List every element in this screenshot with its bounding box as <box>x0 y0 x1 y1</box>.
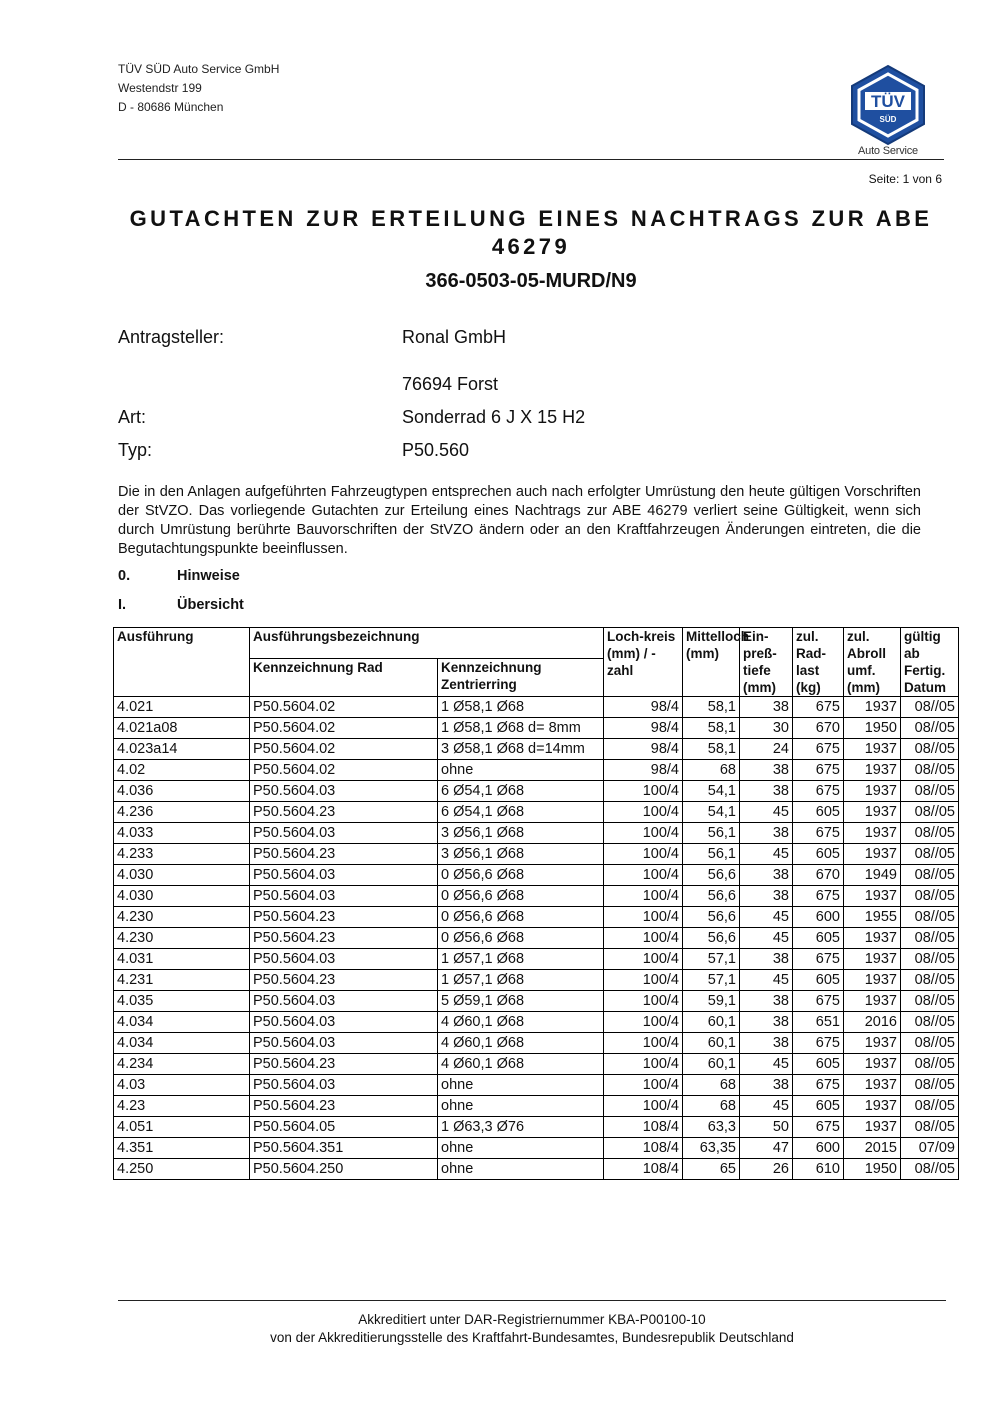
cell-abrollumfang: 1937 <box>844 802 901 823</box>
cell-kenn-rad: P50.5604.02 <box>250 718 438 739</box>
cell-abrollumfang: 1937 <box>844 1096 901 1117</box>
cell-kenn-rad: P50.5604.03 <box>250 1075 438 1096</box>
typ-label: Typ: <box>118 440 153 460</box>
header-kenn-rad: Kennzeichnung Rad <box>250 659 438 697</box>
section-number: 0. <box>118 568 131 584</box>
cell-radlast: 675 <box>793 1033 844 1054</box>
cell-gueltig: 08//05 <box>901 739 959 760</box>
cell-ausfuehrung: 4.030 <box>114 865 250 886</box>
table-row <box>114 1096 959 1117</box>
cell-abrollumfang: 1937 <box>844 970 901 991</box>
cell-radlast: 675 <box>793 739 844 760</box>
cell-radlast: 610 <box>793 1159 844 1180</box>
cell-einpresstiefe: 45 <box>740 844 793 865</box>
cell-radlast: 675 <box>793 1117 844 1138</box>
document-title: GUTACHTEN ZUR ERTEILUNG EINES NACHTRAGS ZUR ABE 46279 <box>129 206 933 259</box>
cell-radlast: 675 <box>793 991 844 1012</box>
table-row <box>114 991 959 1012</box>
cell-einpresstiefe: 38 <box>740 1033 793 1054</box>
cell-abrollumfang: 1937 <box>844 1075 901 1096</box>
cell-einpresstiefe: 45 <box>740 907 793 928</box>
cell-kenn-zentrierring: ohne <box>438 1159 604 1180</box>
cell-kenn-zentrierring: 0 Ø56,6 Ø68 <box>438 886 604 907</box>
cell-einpresstiefe: 26 <box>740 1159 793 1180</box>
logo-text-top: TÜV <box>871 92 905 111</box>
cell-lochkreis: 100/4 <box>604 886 683 907</box>
table-row <box>114 949 959 970</box>
cell-mittelloch: 56,6 <box>683 886 740 907</box>
cell-lochkreis: 100/4 <box>604 928 683 949</box>
address-line: Westendstr 199 <box>118 81 202 95</box>
cell-mittelloch: 68 <box>683 760 740 781</box>
cell-einpresstiefe: 38 <box>740 697 793 718</box>
typ-value: P50.560 <box>402 440 470 460</box>
cell-ausfuehrung: 4.021a08 <box>114 718 250 739</box>
cell-kenn-zentrierring: 4 Ø60,1 Ø68 <box>438 1012 604 1033</box>
cell-kenn-rad: P50.5604.03 <box>250 886 438 907</box>
cell-kenn-zentrierring: 6 Ø54,1 Ø68 <box>438 802 604 823</box>
cell-gueltig: 08//05 <box>901 907 959 928</box>
table-row <box>114 1054 959 1075</box>
table-row <box>114 760 959 781</box>
cell-einpresstiefe: 24 <box>740 739 793 760</box>
cell-lochkreis: 100/4 <box>604 1096 683 1117</box>
cell-ausfuehrung: 4.231 <box>114 970 250 991</box>
cell-mittelloch: 63,3 <box>683 1117 740 1138</box>
cell-mittelloch: 56,1 <box>683 823 740 844</box>
cell-gueltig: 08//05 <box>901 949 959 970</box>
cell-kenn-rad: P50.5604.03 <box>250 865 438 886</box>
art-label: Art: <box>118 407 147 427</box>
header-kenn-zentrierring: Kennzeichnung Zentrierring <box>438 659 604 697</box>
cell-gueltig: 08//05 <box>901 886 959 907</box>
cell-einpresstiefe: 38 <box>740 781 793 802</box>
cell-abrollumfang: 1937 <box>844 991 901 1012</box>
cell-abrollumfang: 1937 <box>844 1033 901 1054</box>
cell-radlast: 600 <box>793 907 844 928</box>
table-row <box>114 1138 959 1159</box>
antragsteller-city: 76694 Forst <box>402 374 499 394</box>
cell-kenn-rad: P50.5604.23 <box>250 928 438 949</box>
header-einpresstiefe: Ein-preß-tiefe (mm) <box>740 628 793 697</box>
cell-radlast: 670 <box>793 865 844 886</box>
cell-einpresstiefe: 45 <box>740 970 793 991</box>
cell-mittelloch: 60,1 <box>683 1012 740 1033</box>
cell-kenn-rad: P50.5604.351 <box>250 1138 438 1159</box>
cell-einpresstiefe: 45 <box>740 1096 793 1117</box>
table-row <box>114 970 959 991</box>
cell-lochkreis: 108/4 <box>604 1117 683 1138</box>
cell-abrollumfang: 1937 <box>844 1117 901 1138</box>
cell-einpresstiefe: 38 <box>740 991 793 1012</box>
cell-lochkreis: 98/4 <box>604 697 683 718</box>
cell-kenn-zentrierring: 1 Ø63,3 Ø76 <box>438 1117 604 1138</box>
table-row <box>114 1117 959 1138</box>
table-row <box>114 781 959 802</box>
cell-gueltig: 08//05 <box>901 844 959 865</box>
wheel-overview-table <box>113 627 959 1180</box>
cell-kenn-zentrierring: ohne <box>438 760 604 781</box>
table-row <box>114 1075 959 1096</box>
cell-ausfuehrung: 4.031 <box>114 949 250 970</box>
cell-kenn-rad: P50.5604.23 <box>250 1096 438 1117</box>
cell-radlast: 605 <box>793 928 844 949</box>
cell-einpresstiefe: 38 <box>740 823 793 844</box>
cell-mittelloch: 63,35 <box>683 1138 740 1159</box>
cell-gueltig: 08//05 <box>901 865 959 886</box>
section-number: I. <box>118 597 127 613</box>
cell-ausfuehrung: 4.234 <box>114 1054 250 1075</box>
table-row <box>114 1033 959 1054</box>
section-title: Hinweise <box>177 568 240 584</box>
cell-mittelloch: 56,6 <box>683 907 740 928</box>
header-abrollumfang: zul. Abroll umf. (mm) <box>844 628 901 697</box>
cell-lochkreis: 100/4 <box>604 949 683 970</box>
cell-mittelloch: 68 <box>683 1096 740 1117</box>
cell-mittelloch: 57,1 <box>683 970 740 991</box>
cell-radlast: 605 <box>793 844 844 865</box>
cell-lochkreis: 98/4 <box>604 739 683 760</box>
cell-abrollumfang: 1950 <box>844 718 901 739</box>
table-row <box>114 718 959 739</box>
header-bezeichnung: Ausführungsbezeichnung <box>250 628 604 659</box>
cell-radlast: 675 <box>793 949 844 970</box>
cell-ausfuehrung: 4.351 <box>114 1138 250 1159</box>
cell-einpresstiefe: 45 <box>740 802 793 823</box>
cell-kenn-rad: P50.5604.23 <box>250 970 438 991</box>
intro-paragraph: Die in den Anlagen aufgeführten Fahrzeugtypen entsprechen auch nach erfolgter Umrüstung den heute gültigen Vorschriften der StVZO. Das vorliegende Gutachten zur Erteilung eines Nachtrags zur ABE 46279 verliert seine Gültigkeit, wenn sich durch Umrüstung berührte Bauvorschriften der StVZO ändern oder an den Kraftfahrzeugen Änderungen eintreten, die die Begutachtungspunkte beeinflussen. <box>118 484 921 557</box>
cell-kenn-rad: P50.5604.05 <box>250 1117 438 1138</box>
section-heading-uebersicht <box>118 597 244 613</box>
cell-lochkreis: 100/4 <box>604 970 683 991</box>
cell-mittelloch: 59,1 <box>683 991 740 1012</box>
cell-lochkreis: 98/4 <box>604 718 683 739</box>
cell-kenn-rad: P50.5604.03 <box>250 823 438 844</box>
cell-ausfuehrung: 4.023a14 <box>114 739 250 760</box>
cell-abrollumfang: 1937 <box>844 1054 901 1075</box>
cell-gueltig: 08//05 <box>901 823 959 844</box>
cell-einpresstiefe: 50 <box>740 1117 793 1138</box>
cell-einpresstiefe: 47 <box>740 1138 793 1159</box>
cell-lochkreis: 108/4 <box>604 1159 683 1180</box>
table-row <box>114 844 959 865</box>
cell-lochkreis: 100/4 <box>604 991 683 1012</box>
cell-ausfuehrung: 4.036 <box>114 781 250 802</box>
cell-kenn-zentrierring: 3 Ø58,1 Ø68 d=14mm <box>438 739 604 760</box>
cell-abrollumfang: 2015 <box>844 1138 901 1159</box>
cell-mittelloch: 65 <box>683 1159 740 1180</box>
cell-lochkreis: 108/4 <box>604 1138 683 1159</box>
cell-gueltig: 08//05 <box>901 1033 959 1054</box>
cell-einpresstiefe: 38 <box>740 1012 793 1033</box>
antragsteller-value: Ronal GmbH <box>402 327 507 347</box>
table-row <box>114 802 959 823</box>
cell-abrollumfang: 1937 <box>844 697 901 718</box>
cell-gueltig: 07/09 <box>901 1138 959 1159</box>
cell-gueltig: 08//05 <box>901 1012 959 1033</box>
header-radlast: zul. Rad-last (kg) <box>793 628 844 697</box>
cell-radlast: 675 <box>793 760 844 781</box>
cell-radlast: 605 <box>793 1096 844 1117</box>
cell-kenn-rad: P50.5604.03 <box>250 949 438 970</box>
cell-lochkreis: 100/4 <box>604 802 683 823</box>
antragsteller-label: Antragsteller: <box>118 327 225 347</box>
section-heading-hinweise <box>118 568 240 584</box>
cell-mittelloch: 54,1 <box>683 781 740 802</box>
cell-mittelloch: 57,1 <box>683 949 740 970</box>
cell-kenn-zentrierring: ohne <box>438 1096 604 1117</box>
cell-kenn-rad: P50.5604.23 <box>250 1054 438 1075</box>
address-line: D - 80686 München <box>118 100 224 114</box>
cell-einpresstiefe: 30 <box>740 718 793 739</box>
cell-ausfuehrung: 4.250 <box>114 1159 250 1180</box>
cell-radlast: 605 <box>793 970 844 991</box>
header-gueltig: gültig ab Fertig. Datum <box>901 628 959 697</box>
cell-abrollumfang: 1950 <box>844 1159 901 1180</box>
cell-mittelloch: 56,1 <box>683 844 740 865</box>
cell-kenn-zentrierring: 6 Ø54,1 Ø68 <box>438 781 604 802</box>
cell-gueltig: 08//05 <box>901 1075 959 1096</box>
art-value: Sonderrad 6 J X 15 H2 <box>402 407 586 427</box>
cell-radlast: 675 <box>793 781 844 802</box>
cell-mittelloch: 54,1 <box>683 802 740 823</box>
cell-kenn-zentrierring: 4 Ø60,1 Ø68 <box>438 1033 604 1054</box>
document-number: 366-0503-05-MURD/N9 <box>425 270 637 292</box>
cell-lochkreis: 100/4 <box>604 844 683 865</box>
cell-kenn-zentrierring: ohne <box>438 1075 604 1096</box>
cell-kenn-zentrierring: 1 Ø57,1 Ø68 <box>438 970 604 991</box>
cell-kenn-rad: P50.5604.23 <box>250 907 438 928</box>
cell-radlast: 605 <box>793 802 844 823</box>
cell-kenn-zentrierring: 3 Ø56,1 Ø68 <box>438 844 604 865</box>
cell-gueltig: 08//05 <box>901 1054 959 1075</box>
cell-ausfuehrung: 4.035 <box>114 991 250 1012</box>
cell-lochkreis: 100/4 <box>604 1054 683 1075</box>
cell-gueltig: 08//05 <box>901 970 959 991</box>
cell-radlast: 675 <box>793 1075 844 1096</box>
cell-kenn-zentrierring: 0 Ø56,6 Ø68 <box>438 907 604 928</box>
cell-kenn-rad: P50.5604.02 <box>250 697 438 718</box>
cell-kenn-rad: P50.5604.03 <box>250 991 438 1012</box>
cell-kenn-zentrierring: 4 Ø60,1 Ø68 <box>438 1054 604 1075</box>
cell-abrollumfang: 1937 <box>844 739 901 760</box>
header-lochkreis: Loch-kreis (mm) / -zahl <box>604 628 683 697</box>
cell-ausfuehrung: 4.03 <box>114 1075 250 1096</box>
cell-ausfuehrung: 4.033 <box>114 823 250 844</box>
cell-abrollumfang: 2016 <box>844 1012 901 1033</box>
cell-kenn-rad: P50.5604.23 <box>250 802 438 823</box>
address-line: TÜV SÜD Auto Service GmbH <box>118 62 280 76</box>
cell-radlast: 605 <box>793 1054 844 1075</box>
cell-abrollumfang: 1949 <box>844 865 901 886</box>
cell-kenn-zentrierring: 5 Ø59,1 Ø68 <box>438 991 604 1012</box>
cell-abrollumfang: 1937 <box>844 781 901 802</box>
cell-kenn-rad: P50.5604.02 <box>250 760 438 781</box>
cell-ausfuehrung: 4.233 <box>114 844 250 865</box>
cell-kenn-zentrierring: 0 Ø56,6 Ø68 <box>438 928 604 949</box>
cell-kenn-rad: P50.5604.03 <box>250 781 438 802</box>
cell-radlast: 675 <box>793 823 844 844</box>
cell-gueltig: 08//05 <box>901 928 959 949</box>
table-row <box>114 928 959 949</box>
cell-gueltig: 08//05 <box>901 697 959 718</box>
section-title: Übersicht <box>177 597 244 613</box>
cell-lochkreis: 100/4 <box>604 1033 683 1054</box>
cell-mittelloch: 58,1 <box>683 739 740 760</box>
footer-divider <box>118 1300 946 1301</box>
cell-kenn-zentrierring: 1 Ø58,1 Ø68 d= 8mm <box>438 718 604 739</box>
cell-kenn-zentrierring: 0 Ø56,6 Ø68 <box>438 865 604 886</box>
cell-lochkreis: 100/4 <box>604 1012 683 1033</box>
cell-lochkreis: 100/4 <box>604 781 683 802</box>
cell-ausfuehrung: 4.051 <box>114 1117 250 1138</box>
cell-ausfuehrung: 4.230 <box>114 928 250 949</box>
cell-ausfuehrung: 4.034 <box>114 1012 250 1033</box>
cell-kenn-rad: P50.5604.03 <box>250 1012 438 1033</box>
cell-mittelloch: 68 <box>683 1075 740 1096</box>
cell-kenn-zentrierring: ohne <box>438 1138 604 1159</box>
cell-mittelloch: 58,1 <box>683 718 740 739</box>
cell-gueltig: 08//05 <box>901 1096 959 1117</box>
cell-einpresstiefe: 45 <box>740 1054 793 1075</box>
table-row <box>114 1012 959 1033</box>
cell-einpresstiefe: 38 <box>740 949 793 970</box>
cell-gueltig: 08//05 <box>901 781 959 802</box>
cell-kenn-zentrierring: 1 Ø58,1 Ø68 <box>438 697 604 718</box>
logo-text-bottom: SÜD <box>879 115 897 124</box>
cell-lochkreis: 98/4 <box>604 760 683 781</box>
company-address <box>118 60 279 117</box>
cell-ausfuehrung: 4.034 <box>114 1033 250 1054</box>
cell-lochkreis: 100/4 <box>604 823 683 844</box>
cell-radlast: 670 <box>793 718 844 739</box>
table-row <box>114 697 959 718</box>
cell-radlast: 651 <box>793 1012 844 1033</box>
cell-gueltig: 08//05 <box>901 802 959 823</box>
cell-ausfuehrung: 4.23 <box>114 1096 250 1117</box>
cell-kenn-rad: P50.5604.02 <box>250 739 438 760</box>
cell-radlast: 675 <box>793 697 844 718</box>
cell-gueltig: 08//05 <box>901 760 959 781</box>
cell-ausfuehrung: 4.030 <box>114 886 250 907</box>
header-divider <box>118 159 944 160</box>
cell-gueltig: 08//05 <box>901 1159 959 1180</box>
cell-einpresstiefe: 38 <box>740 760 793 781</box>
cell-abrollumfang: 1937 <box>844 823 901 844</box>
cell-ausfuehrung: 4.230 <box>114 907 250 928</box>
logo-caption: Auto Service <box>858 145 918 157</box>
cell-abrollumfang: 1955 <box>844 907 901 928</box>
cell-abrollumfang: 1937 <box>844 928 901 949</box>
cell-abrollumfang: 1937 <box>844 886 901 907</box>
cell-lochkreis: 100/4 <box>604 907 683 928</box>
cell-abrollumfang: 1937 <box>844 760 901 781</box>
cell-abrollumfang: 1937 <box>844 949 901 970</box>
table-row <box>114 907 959 928</box>
cell-lochkreis: 100/4 <box>604 1075 683 1096</box>
cell-einpresstiefe: 45 <box>740 928 793 949</box>
cell-mittelloch: 56,6 <box>683 865 740 886</box>
cell-radlast: 675 <box>793 886 844 907</box>
cell-kenn-zentrierring: 3 Ø56,1 Ø68 <box>438 823 604 844</box>
table-row <box>114 865 959 886</box>
table-row <box>114 823 959 844</box>
cell-kenn-zentrierring: 1 Ø57,1 Ø68 <box>438 949 604 970</box>
cell-abrollumfang: 1937 <box>844 844 901 865</box>
cell-gueltig: 08//05 <box>901 718 959 739</box>
footer <box>118 1311 946 1347</box>
cell-mittelloch: 60,1 <box>683 1054 740 1075</box>
cell-einpresstiefe: 38 <box>740 865 793 886</box>
footer-line-authority: von der Akkreditierungsstelle des Kraftfahrt-Bundesamtes, Bundesrepublik Deutschland <box>270 1330 794 1345</box>
cell-lochkreis: 100/4 <box>604 865 683 886</box>
table-row <box>114 1159 959 1180</box>
cell-einpresstiefe: 38 <box>740 1075 793 1096</box>
table-row <box>114 739 959 760</box>
header-mittelloch: Mittelloch (mm) <box>683 628 740 697</box>
cell-mittelloch: 56,6 <box>683 928 740 949</box>
cell-ausfuehrung: 4.021 <box>114 697 250 718</box>
cell-gueltig: 08//05 <box>901 991 959 1012</box>
cell-mittelloch: 60,1 <box>683 1033 740 1054</box>
cell-kenn-rad: P50.5604.03 <box>250 1033 438 1054</box>
page-number: Seite: 1 von 6 <box>868 172 942 186</box>
cell-kenn-rad: P50.5604.23 <box>250 844 438 865</box>
cell-einpresstiefe: 38 <box>740 886 793 907</box>
cell-gueltig: 08//05 <box>901 1117 959 1138</box>
header-ausfuehrung: Ausführung <box>114 628 250 697</box>
footer-line-accreditation: Akkreditiert unter DAR-Registriernummer KBA-P00100-10 <box>358 1312 706 1327</box>
cell-ausfuehrung: 4.02 <box>114 760 250 781</box>
table-row <box>114 886 959 907</box>
cell-ausfuehrung: 4.236 <box>114 802 250 823</box>
cell-kenn-rad: P50.5604.250 <box>250 1159 438 1180</box>
cell-mittelloch: 58,1 <box>683 697 740 718</box>
cell-radlast: 600 <box>793 1138 844 1159</box>
